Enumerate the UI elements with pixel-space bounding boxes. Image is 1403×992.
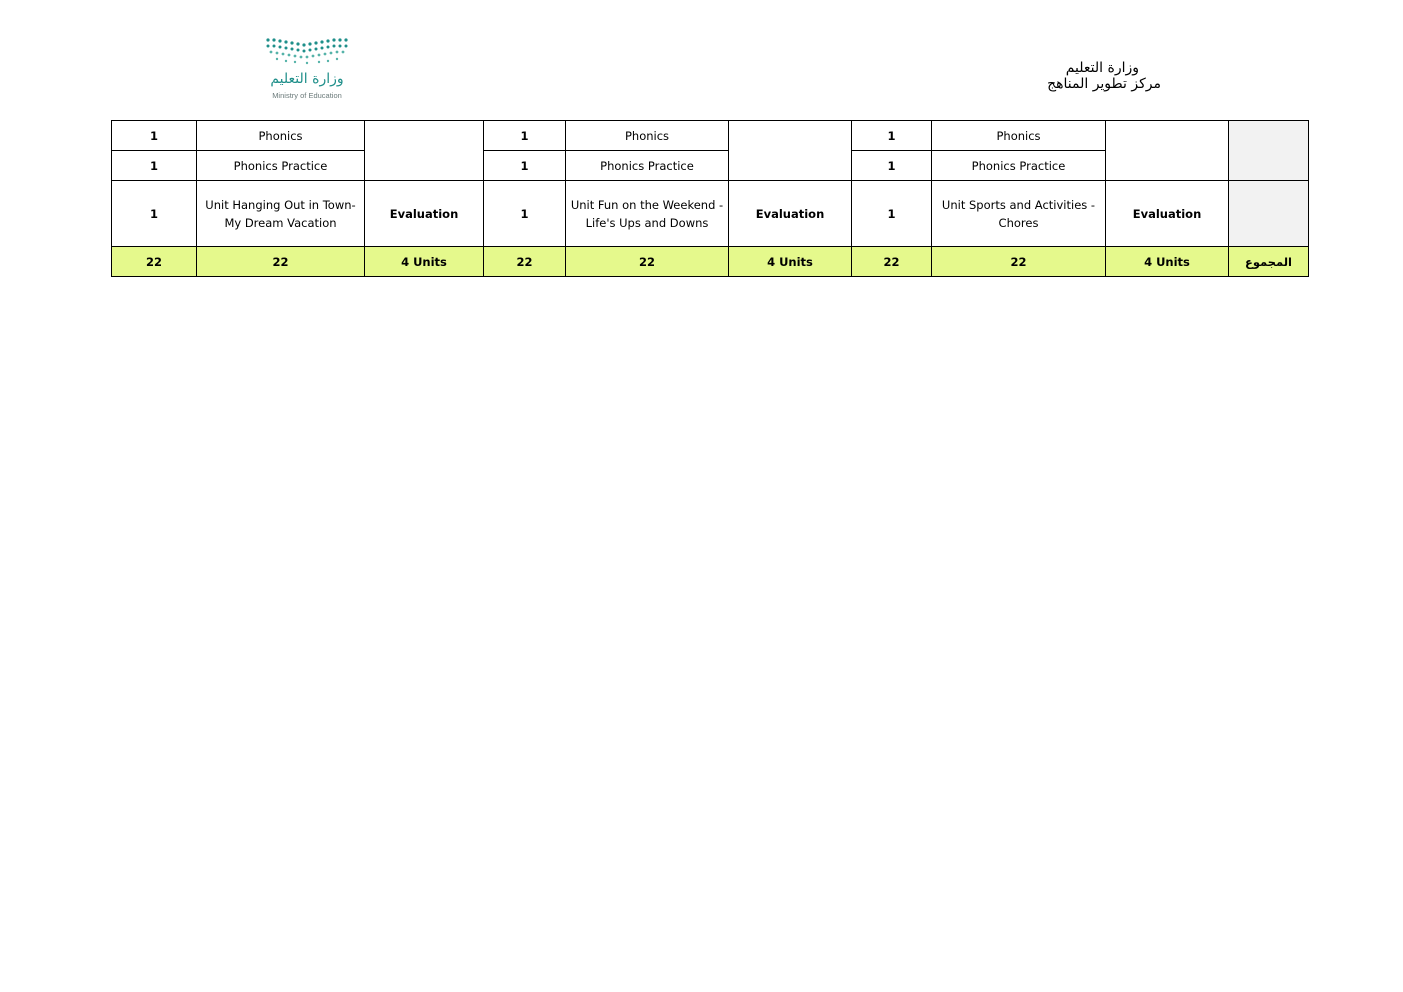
empty-cell <box>1106 121 1229 181</box>
total-row <box>112 247 1309 277</box>
row-label-cell <box>1229 121 1309 181</box>
ministry-name: وزارة التعليم <box>1065 60 1139 76</box>
lesson-name-cell: Unit Hanging Out in Town- My Dream Vacation <box>197 181 365 247</box>
logo-dots-icon <box>262 36 352 68</box>
empty-cell <box>729 121 852 181</box>
lesson-name-cell: Phonics <box>197 121 365 151</box>
lesson-name-cell: Unit Sports and Activities - Chores <box>932 181 1106 247</box>
lesson-name-cell: Phonics Practice <box>566 151 729 181</box>
lesson-count-cell: 1 <box>852 121 932 151</box>
lesson-count-cell: 1 <box>112 151 197 181</box>
lesson-count-cell: 1 <box>484 151 566 181</box>
evaluation-cell: Evaluation <box>365 181 484 247</box>
total-label-cell: المجموع <box>1229 247 1309 277</box>
lesson-name-cell: Phonics <box>932 121 1106 151</box>
lesson-name-cell: Phonics Practice <box>932 151 1106 181</box>
total-count-cell: 22 <box>852 247 932 277</box>
lesson-count-cell: 1 <box>484 181 566 247</box>
lesson-name-cell: Phonics Practice <box>197 151 365 181</box>
total-count-cell: 22 <box>112 247 197 277</box>
row-label-cell <box>1229 181 1309 247</box>
evaluation-cell: Evaluation <box>729 181 852 247</box>
total-count-cell: 22 <box>484 247 566 277</box>
lesson-name-cell: Unit Fun on the Weekend - Life's Ups and Downs <box>566 181 729 247</box>
lesson-count-cell: 1 <box>112 181 197 247</box>
lesson-count-cell: 1 <box>852 181 932 247</box>
lesson-count-cell: 1 <box>852 151 932 181</box>
table-row <box>112 121 1309 151</box>
curriculum-table <box>111 120 1309 277</box>
center-name: مركز تطوير المناهج <box>1047 76 1161 92</box>
page-header <box>1047 60 1161 92</box>
evaluation-cell: Evaluation <box>1106 181 1229 247</box>
lesson-count-cell: 1 <box>112 121 197 151</box>
total-units-cell: 4 Units <box>365 247 484 277</box>
table-row <box>112 181 1309 247</box>
lesson-count-cell: 1 <box>484 121 566 151</box>
logo-arabic-text: وزارة التعليم <box>270 71 344 87</box>
total-lessons-cell: 22 <box>197 247 365 277</box>
total-lessons-cell: 22 <box>932 247 1106 277</box>
total-units-cell: 4 Units <box>1106 247 1229 277</box>
empty-cell <box>365 121 484 181</box>
ministry-logo <box>262 36 354 104</box>
total-lessons-cell: 22 <box>566 247 729 277</box>
total-units-cell: 4 Units <box>729 247 852 277</box>
lesson-name-cell: Phonics <box>566 121 729 151</box>
logo-english-text: Ministry of Education <box>272 91 342 100</box>
